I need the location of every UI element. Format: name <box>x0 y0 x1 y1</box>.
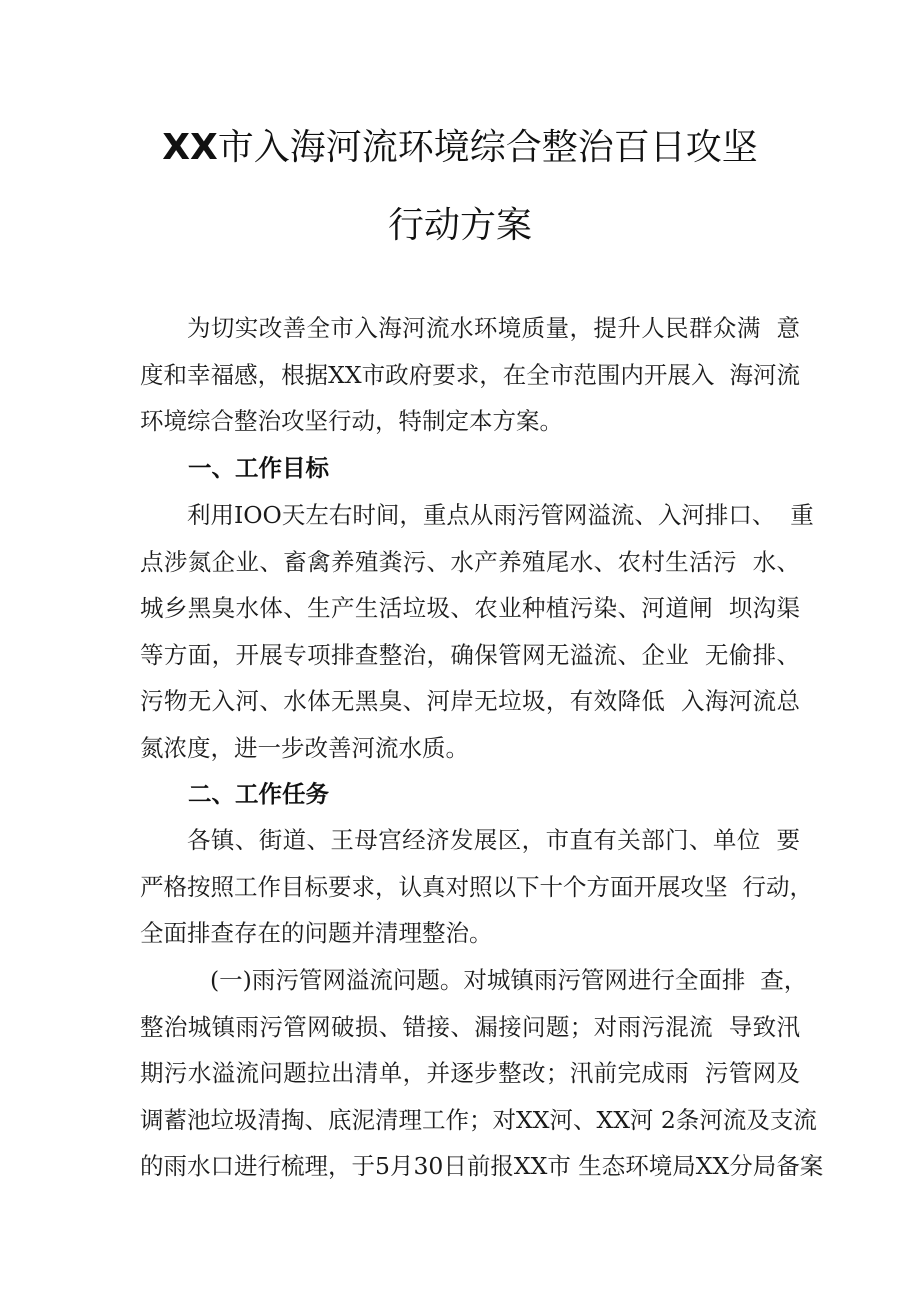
task-item-1-line: 期污水溢流问题拉出清单，并逐步整改；汛前完成雨 污管网及 <box>140 1059 800 1087</box>
task-item-1-paragraph <box>140 957 824 1190</box>
document-title-line-1 <box>0 126 920 170</box>
task-item-1-line: (一)雨污管网溢流问题。对城镇雨污管网进行全面排 查， <box>210 966 808 994</box>
goals-line: 污物无入河、水体无黑臭、河岸无垃圾，有效降低 入海河流总 <box>140 687 800 715</box>
goals-paragraph <box>140 492 814 771</box>
goals-line: 城乡黑臭水体、生产生活垃圾、农业种植污染、河道闸 坝沟渠 <box>140 594 800 622</box>
task-item-1-line: 调蓄池垃圾清掏、底泥清理工作；对XX河、XX河 2条河流及支流 <box>140 1105 817 1134</box>
task-item-1-line: 整治城镇雨污管网破损、错接、漏接问题；对雨污混流 导致汛 <box>140 1012 800 1041</box>
document-title-line-2: 行动方案 <box>387 205 532 246</box>
intro-line: 环境综合整治攻坚行动，特制定本方案。 <box>140 407 563 435</box>
goals-line: 氮浓度，进一步改善河流水质。 <box>140 733 469 762</box>
title-city-code: XX <box>162 127 218 168</box>
title-line-1-text: 市入海河流环境综合整治百日攻坚 <box>217 127 758 168</box>
tasks-paragraph <box>140 817 813 957</box>
intro-line: 为切实改善全市入海河流水环境质量，提升人民群众满 意 <box>187 314 800 342</box>
intro-paragraph <box>140 305 800 445</box>
goals-line: 利用IOO天左右时间，重点从雨污管网溢流、入河排口、 重 <box>187 501 814 529</box>
tasks-line: 全面排查存在的问题并清理整治。 <box>140 919 493 947</box>
goals-line: 等方面，开展专项排查整治，确保管网无溢流、企业 无偷排、 <box>140 640 800 669</box>
tasks-line: 各镇、街道、王母宫经济发展区，市直有关部门、单位 要 <box>187 826 800 854</box>
goals-line: 点涉氮企业、畜禽养殖粪污、水产养殖尾水、农村生活污 水、 <box>140 547 800 576</box>
section-heading-goals: 一、工作目标 <box>188 454 329 482</box>
intro-line: 度和幸福感，根据XX市政府要求，在全市范围内开展入 海河流 <box>140 360 800 389</box>
tasks-line: 严格按照工作目标要求，认真对照以下十个方面开展攻坚 行动， <box>140 872 813 901</box>
task-item-1-line: 的雨水口进行梳理，于5月30日前报XX市 生态环境局XX分局备案 <box>140 1152 824 1180</box>
section-heading-tasks: 二、工作任务 <box>188 780 329 808</box>
